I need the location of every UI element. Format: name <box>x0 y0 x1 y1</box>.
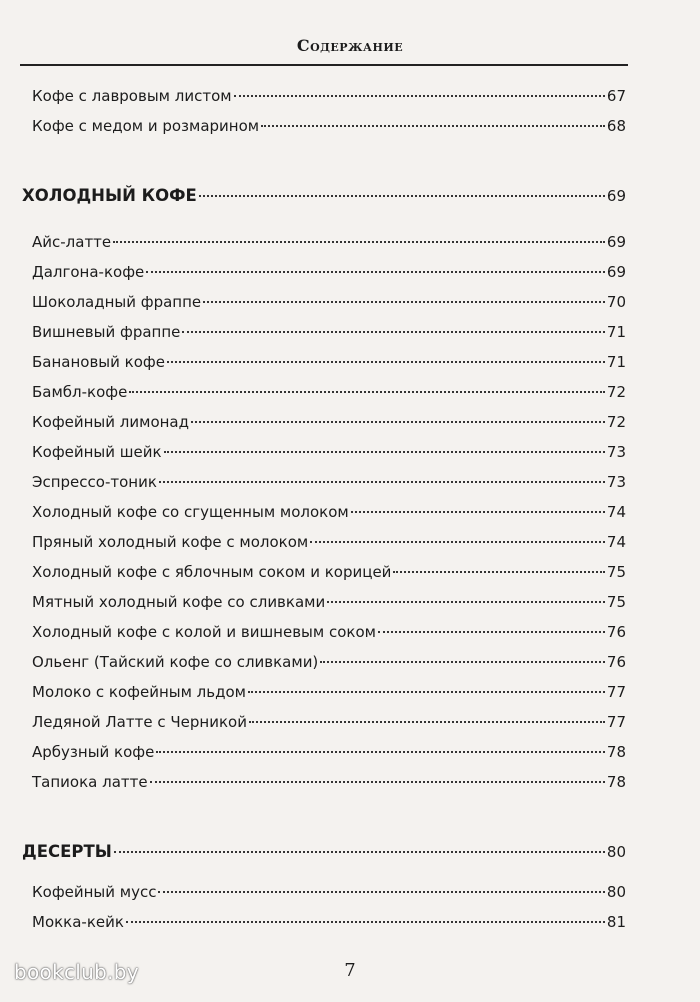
dot-leader <box>393 571 604 573</box>
dot-leader <box>126 921 605 923</box>
toc-entry-page: 77 <box>606 683 626 701</box>
dot-leader <box>191 421 605 423</box>
header-rule <box>20 64 628 66</box>
toc-entry <box>32 116 626 136</box>
toc-entry-page: 73 <box>606 443 626 461</box>
toc-entry-title: Кофе с лавровым листом <box>32 87 232 105</box>
toc-entry-page: 71 <box>606 323 626 341</box>
toc-entry-title: Шоколадный фраппе <box>32 293 202 311</box>
toc-entry-page: 72 <box>606 383 626 401</box>
toc-entry-title: Кофе с медом и розмарином <box>32 117 260 135</box>
toc-entry-title: ДЕСЕРТЫ <box>22 842 112 861</box>
toc-entry-page: 80 <box>606 883 626 901</box>
toc-entry-page: 74 <box>606 533 626 551</box>
toc-entry-title: ХОЛОДНЫЙ КОФЕ <box>22 186 197 205</box>
toc-entry <box>32 622 626 642</box>
dot-leader <box>113 241 605 243</box>
dot-leader <box>167 361 605 363</box>
dot-leader <box>159 481 605 483</box>
toc-entry <box>32 592 626 612</box>
toc-entry-page: 70 <box>606 293 626 311</box>
toc-entry-page: 67 <box>606 87 626 105</box>
toc-entry-page: 81 <box>606 913 626 931</box>
toc-entry <box>32 86 626 106</box>
toc-entry-title: Бамбл-кофе <box>32 383 128 401</box>
toc-entry <box>32 232 626 252</box>
toc-entry <box>32 912 626 932</box>
toc-entry-title: Ледяной Латте с Черникой <box>32 713 247 731</box>
toc-entry-title: Пряный холодный кофе с молоком <box>32 533 309 551</box>
dot-leader <box>320 661 605 663</box>
dot-leader <box>248 691 605 693</box>
dot-leader <box>114 851 605 853</box>
toc-entry-title: Тапиока латте <box>32 773 148 791</box>
toc-entry-page: 77 <box>606 713 626 731</box>
dot-leader <box>199 195 605 197</box>
toc-entry-title: Мятный холодный кофе со сливками <box>32 593 326 611</box>
dot-leader <box>156 751 605 753</box>
toc-entry-page: 80 <box>606 843 626 861</box>
toc-entry-page: 69 <box>606 187 626 205</box>
toc-entry <box>32 882 626 902</box>
toc-entry-title: Мокка-кейк <box>32 913 124 931</box>
toc-entry <box>32 382 626 402</box>
toc-entry-title: Арбузный кофе <box>32 743 155 761</box>
dot-leader <box>164 451 605 453</box>
toc-entry-page: 74 <box>606 503 626 521</box>
toc-entry <box>32 712 626 732</box>
dot-leader <box>327 601 605 603</box>
toc-entry-title: Далгона-кофе <box>32 263 145 281</box>
dot-leader <box>234 95 605 97</box>
toc-entry <box>32 652 626 672</box>
toc-entry-title: Вишневый фраппе <box>32 323 181 341</box>
toc-entry-page: 71 <box>606 353 626 371</box>
toc-entry <box>32 502 626 522</box>
dot-leader <box>249 721 605 723</box>
dot-leader <box>129 391 605 393</box>
toc-entry-page: 75 <box>606 593 626 611</box>
toc-entry-page: 78 <box>606 773 626 791</box>
toc-entry <box>32 352 626 372</box>
toc-entry <box>32 772 626 792</box>
toc-entry-page: 68 <box>606 117 626 135</box>
toc-entry <box>32 292 626 312</box>
toc-entry-title: Холодный кофе со сгущенным молоком <box>32 503 349 521</box>
dot-leader <box>351 511 605 513</box>
dot-leader <box>150 781 605 783</box>
toc-section-heading <box>22 842 626 862</box>
dot-leader <box>261 125 605 127</box>
toc-entry-page: 76 <box>606 653 626 671</box>
dot-leader <box>203 301 605 303</box>
toc-entry-title: Айс-латте <box>32 233 112 251</box>
dot-leader <box>146 271 605 273</box>
toc-entry <box>32 472 626 492</box>
toc-entry-page: 72 <box>606 413 626 431</box>
toc-entry-page: 78 <box>606 743 626 761</box>
toc-entry-page: 69 <box>606 263 626 281</box>
toc-section-heading <box>22 186 626 206</box>
toc-entry <box>32 682 626 702</box>
toc-entry <box>32 532 626 552</box>
toc-entry <box>32 742 626 762</box>
watermark-logo: bookclub.by <box>14 960 139 984</box>
toc-entry-title: Холодный кофе с колой и вишневым соком <box>32 623 376 641</box>
toc-entry <box>32 412 626 432</box>
toc-entry <box>32 262 626 282</box>
toc-entry-page: 75 <box>606 563 626 581</box>
toc-entry-title: Молоко с кофейным льдом <box>32 683 246 701</box>
toc-entry-page: 69 <box>606 233 626 251</box>
page-header-title: Содержание <box>296 36 404 55</box>
toc-entry <box>32 322 626 342</box>
page-number: 7 <box>344 960 356 981</box>
dot-leader <box>378 631 605 633</box>
toc-entry-title: Кофейный шейк <box>32 443 162 461</box>
toc-entry-page: 73 <box>606 473 626 491</box>
toc-entry-title: Ольенг (Тайский кофе со сливками) <box>32 653 319 671</box>
toc-entry-title: Холодный кофе с яблочным соком и корицей <box>32 563 392 581</box>
toc-entry-title: Кофейный лимонад <box>32 413 189 431</box>
toc-entry <box>32 562 626 582</box>
toc-entry-title: Эспрессо-тоник <box>32 473 157 491</box>
toc-entry <box>32 442 626 462</box>
dot-leader <box>310 541 605 543</box>
dot-leader <box>158 891 604 893</box>
toc-entry-title: Банановый кофе <box>32 353 165 371</box>
dot-leader <box>182 331 605 333</box>
toc-entry-title: Кофейный мусс <box>32 883 157 901</box>
toc-entry-page: 76 <box>606 623 626 641</box>
